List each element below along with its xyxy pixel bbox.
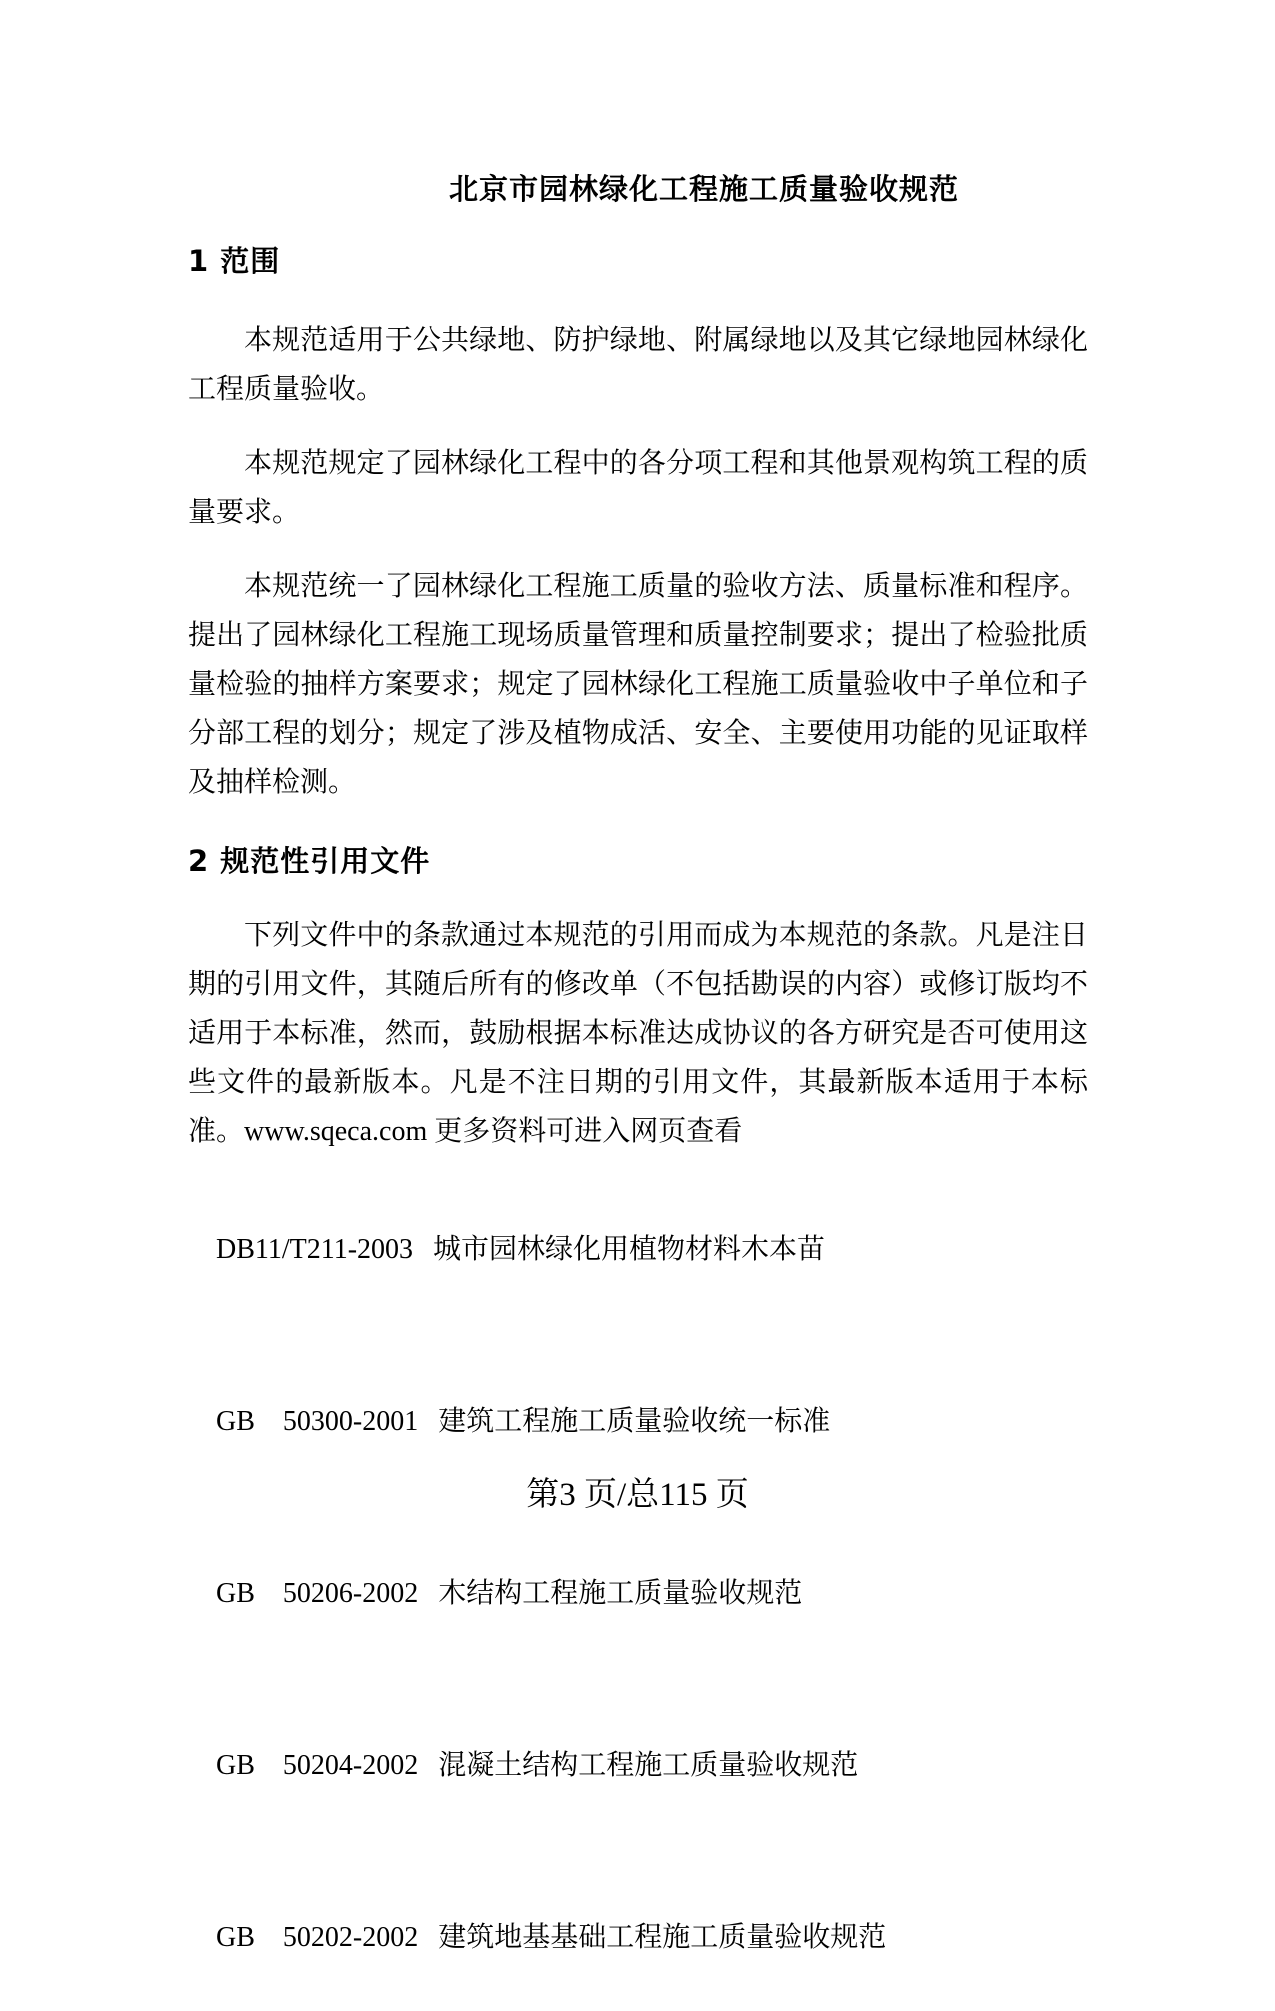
- reference-item: [188, 1176, 1088, 1323]
- document-title: 北京市园林绿化工程施工质量验收规范: [448, 172, 959, 206]
- reference-code: GB 50300-2001: [216, 1406, 419, 1437]
- references-intro-paragraph: 下列文件中的条款通过本规范的引用而成为本规范的条款。凡是注日期的引用文件，其随后所有的修改单（不包括勘误的内容）或修订版均不适用于本标准，然而，鼓励根据本标准达成协议的各方研究是否可使用这些文件的最新版本。凡是不注日期的引用文件，其最新版本适用于本标准。www.sqeca.com 更多资料可进入网页查看: [188, 920, 1088, 1147]
- reference-title: 城市园林绿化用植物材料木本苗: [433, 1234, 826, 1265]
- scope-paragraph-applicability: 本规范适用于公共绿地、防护绿地、附属绿地以及其它绿地园林绿化工程质量验收。: [188, 325, 1088, 405]
- reference-title: 建筑地基基础工程施工质量验收规范: [438, 1922, 887, 1953]
- reference-code: GB 50204-2002: [216, 1750, 419, 1781]
- reference-item: [188, 1864, 1088, 2011]
- page-number: 第3 页/总115 页: [526, 1477, 749, 1513]
- section-heading-references: 2 规范性引用文件: [188, 844, 431, 878]
- reference-code: GB 50202-2002: [216, 1922, 419, 1953]
- reference-item: [188, 1520, 1088, 1667]
- reference-code: DB11/T211-2003: [216, 1234, 414, 1265]
- reference-title: 混凝土结构工程施工质量验收规范: [438, 1750, 859, 1781]
- reference-title: 建筑工程施工质量验收统一标准: [438, 1406, 831, 1437]
- reference-title: 木结构工程施工质量验收规范: [438, 1578, 803, 1609]
- reference-code: GB 50206-2002: [216, 1578, 419, 1609]
- reference-item: [188, 1692, 1088, 1839]
- scope-paragraph-unification: 本规范统一了园林绿化工程施工质量的验收方法、质量标准和程序。提出了园林绿化工程施工现场质量管理和质量控制要求；提出了检验批质量检验的抽样方案要求；规定了园林绿化工程施工质量验收中子单位和子分部工程的划分；规定了涉及植物成活、安全、主要使用功能的见证取样及抽样检测。: [188, 571, 1088, 798]
- scope-paragraph-requirements: 本规范规定了园林绿化工程中的各分项工程和其他景观构筑工程的质量要求。: [188, 448, 1088, 528]
- section-heading-scope: 1 范围: [188, 244, 281, 278]
